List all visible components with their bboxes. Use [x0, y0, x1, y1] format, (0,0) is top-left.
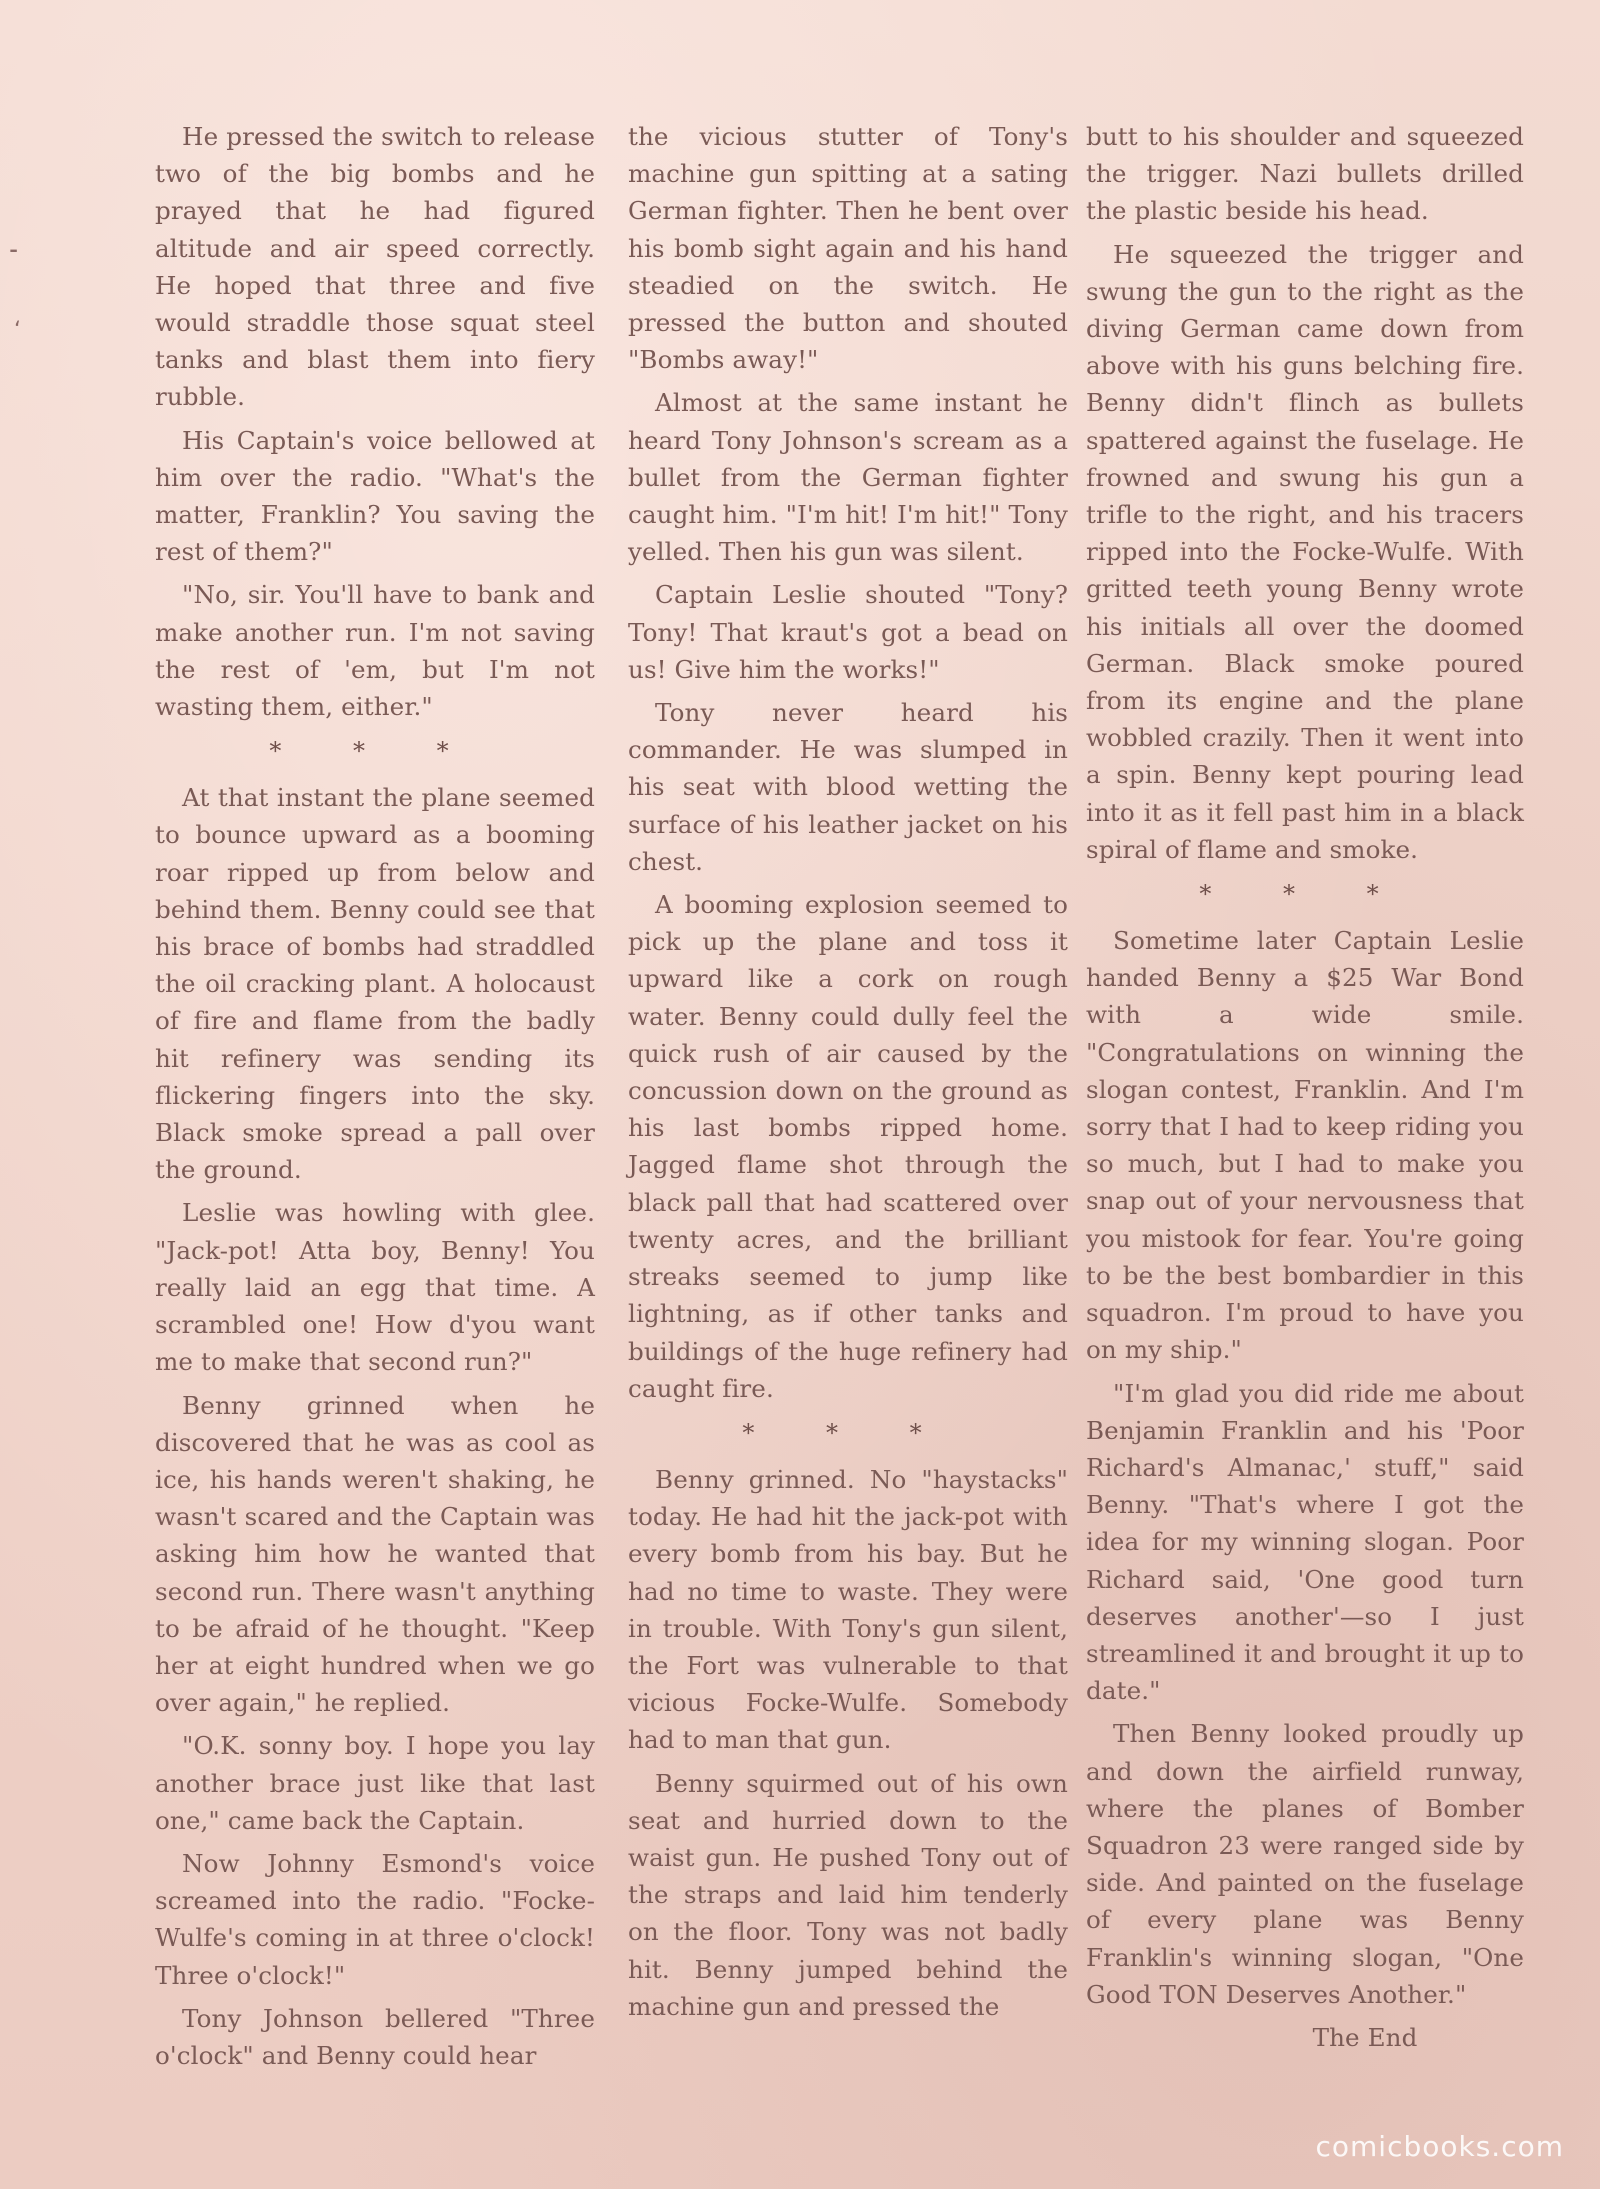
- watermark-text: comicbooks.com: [1315, 2130, 1564, 2163]
- margin-mark: ⁃: [8, 240, 19, 265]
- text-column-2: [628, 118, 1068, 2031]
- the-end-label: The End: [1312, 2022, 1418, 2052]
- paragraph: Tony Johnson bellered "Three o'clock" and Benny could hear: [155, 2003, 595, 2070]
- paragraph: the vicious stutter of Tony's machine gun spitting at a sating German fighter. Then he bent over his bomb sight again and his hand steadied on the switch. He pressed the button and shouted "Bombs away!": [628, 122, 1068, 375]
- paragraph: "I'm glad you did ride me about Benjamin Franklin and his 'Poor Richard's Almanac,' stuff," said Benny. "That's where I got the idea for my winning slogan. Poor Richard said, 'One good turn deserves another'—so I just streamlined it and brought it up to date.": [1086, 1378, 1524, 1706]
- paragraph: Now Johnny Esmond's voice screamed into the radio. "Focke-Wulfe's coming in at three o'clock! Three o'clock!": [155, 1848, 595, 1990]
- paragraph: A booming explosion seemed to pick up the plane and toss it upward like a cork on rough water. Benny could dully feel the quick rush of air caused by the concussion down on the ground as his last bombs ripped home. Jagged flame shot through the black pall that had scattered over twenty acres, and the brilliant streaks seemed to jump like lightning, as if other tanks and buildings of the huge refinery had caught fire.: [628, 890, 1068, 1403]
- paragraph: He pressed the switch to release two of the big bombs and he prayed that he had figured altitude and air speed correctly. He hoped that three and five would straddle those squat steel tanks and blast them into fiery rubble.: [155, 122, 595, 412]
- paragraph: Tony never heard his commander. He was slumped in his seat with blood wetting the surface of his leather jacket on his chest.: [628, 698, 1068, 876]
- section-break-stars: * * *: [269, 737, 481, 766]
- text-column-1: [155, 118, 595, 2080]
- paragraph: Then Benny looked proudly up and down the airfield runway, where the planes of Bomber Squadron 23 were ranged side by side. And painted on the fuselage of every plane was Benny Franklin's winning slogan, "One Good TON Deserves Another.": [1086, 1719, 1524, 2009]
- paragraph: Benny squirmed out of his own seat and hurried down to the waist gun. He pushed Tony out of the straps and laid him tenderly on the floor. Tony was not badly hit. Benny jumped behind the machine gun and pressed the: [628, 1768, 1068, 2021]
- paragraph: Almost at the same instant he heard Tony Johnson's scream as a bullet from the German fighter caught him. "I'm hit! I'm hit!" Tony yelled. Then his gun was silent.: [628, 388, 1068, 567]
- paragraph: "No, sir. You'll have to bank and make another run. I'm not saving the rest of 'em, but I'm not wasting them, either.": [155, 580, 595, 722]
- margin-mark: ‘: [14, 318, 21, 343]
- paragraph: Leslie was howling with glee. "Jack-pot! Atta boy, Benny! You really laid an egg that time. A scrambled one! How d'you want me to make that second run?": [155, 1198, 595, 1377]
- section-break-stars: * * *: [1199, 880, 1411, 909]
- section-break-stars: * * *: [742, 1418, 954, 1447]
- paragraph: He squeezed the trigger and swung the gun to the right as the diving German came down from above with his guns belching fire. Benny didn't flinch as bullets spattered against the fuselage. He frowned and swung his gun a trifle to the right, and his tracers ripped into the Focke-Wulfe. With gritted teeth young Benny wrote his initials all over the doomed German. Black smoke poured from its engine and the plane wobbled crazily. Then it went into a spin. Benny kept pouring lead into it as it fell past him in a black spiral of flame and smoke.: [1086, 239, 1524, 864]
- paragraph: Benny grinned. No "haystacks" today. He had hit the jack-pot with every bomb from his bay. But he had no time to waste. They were in trouble. With Tony's gun silent, the Fort was vulnerable to that vicious Focke-Wulfe. Somebody had to man that gun.: [628, 1464, 1068, 1755]
- paragraph: Benny grinned when he discovered that he was as cool as ice, his hands weren't shaking, he wasn't scared and the Captain was asking him how he wanted that second run. There wasn't anything to be afraid of he thought. "Keep her at eight hundred when we go over again," he replied.: [155, 1390, 595, 1718]
- paragraph: At that instant the plane seemed to bounce upward as a booming roar ripped up from below and behind them. Benny could see that his brace of bombs had straddled the oil cracking plant. A holocaust of fire and flame from the badly hit refinery was sending its flickering fingers into the sky. Black smoke spread a pall over the ground.: [155, 783, 595, 1185]
- paragraph: "O.K. sonny boy. I hope you lay another brace just like that last one," came back the Captain.: [155, 1731, 595, 1835]
- text-column-3: [1086, 118, 1524, 2056]
- paragraph: His Captain's voice bellowed at him over the radio. "What's the matter, Franklin? You saving the rest of them?": [155, 425, 595, 567]
- paragraph: Sometime later Captain Leslie handed Benny a $25 War Bond with a wide smile. "Congratulations on winning the slogan contest, Franklin. And I'm sorry that I had to keep riding you so much, but I had to make you snap out of your nervousness that you mistook for fear. You're going to be the best bombardier in this squadron. I'm proud to have you on my ship.": [1086, 926, 1524, 1365]
- paragraph: butt to his shoulder and squeezed the trigger. Nazi bullets drilled the plastic beside his head.: [1086, 122, 1524, 226]
- paragraph: Captain Leslie shouted "Tony? Tony! That kraut's got a bead on us! Give him the works!": [628, 580, 1068, 684]
